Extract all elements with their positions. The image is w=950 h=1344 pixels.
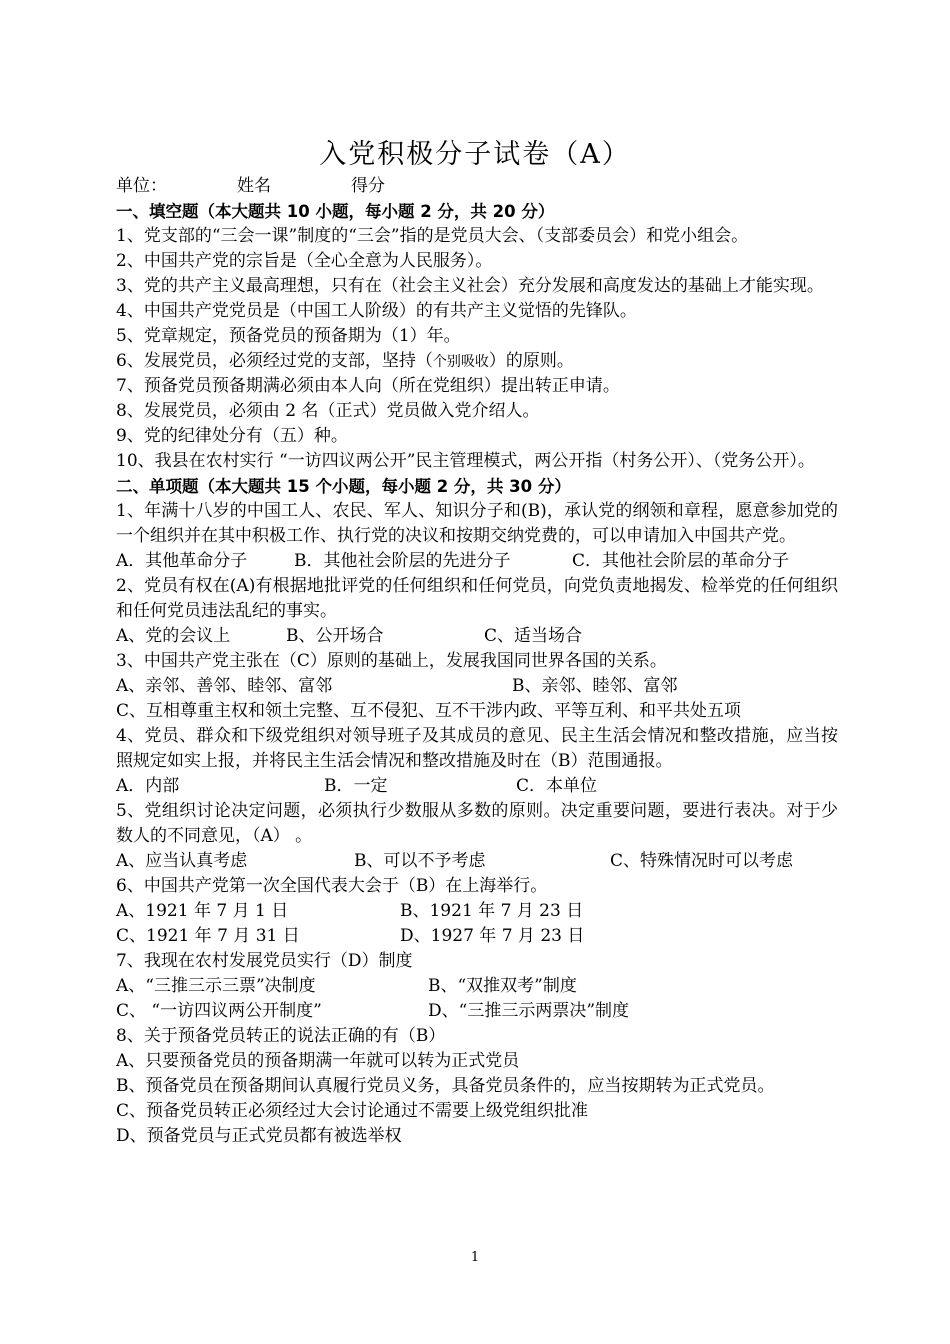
choice-option-8b: B、预备党员在预备期间认真履行党员义务，具备党员条件的，应当按期转为正式党员。: [116, 1076, 775, 1096]
fill-question-5: 5、党章规定，预备党员的预备期为（1）年。: [116, 326, 461, 346]
fill-question-10: 10、我县在农村实行 “一访四议两公开”民主管理模式，两公开指（村务公开）、（党务公开）。: [116, 451, 815, 471]
fill-question-6: 6、发展党员，必须经过党的支部，坚持（个别吸收）的原则。: [116, 351, 574, 371]
choice-question-5: 5、党组织讨论决定问题，必须执行少数服从多数的原则。决定重要问题，要进行表决。对于少数人的不同意见，（A） 。: [116, 801, 838, 846]
option: A、党的会议上: [116, 626, 231, 646]
choice-options-5: [116, 849, 838, 874]
option: A．其他革命分子: [116, 551, 248, 571]
option: A、亲邻、善邻、睦邻、富邻: [116, 676, 333, 696]
choice-options-7a: [116, 974, 838, 999]
choice-option-8a: A、只要预备党员的预备期满一年就可以转为正式党员: [116, 1051, 520, 1071]
exam-content: [116, 174, 838, 1149]
section2-heading: 二、单项题（本大题共 15 个小题，每小题 2 分，共 30 分）: [116, 477, 571, 496]
fill-question-7: 7、预备党员预备期满必须由本人向（所在党组织）提出转正申请。: [116, 376, 620, 396]
choice-options-2: [116, 624, 838, 649]
option: B．一定: [324, 776, 388, 796]
option: A、“三推三示三票”决制度: [116, 976, 316, 996]
choice-question-3: 3、中国共产党主张在（C）原则的基础上，发展我国同世界各国的关系。: [116, 651, 667, 671]
fill-question-2: 2、中国共产党的宗旨是（全心全意为人民服务）。: [116, 251, 493, 271]
choice-options-6b: [116, 924, 838, 949]
choice-question-1: 1、年满十八岁的中国工人、农民、军人、知识分子和(B)，承认党的纲领和章程，愿意参加党的一个组织并在其中积极工作、执行党的决议和按期交纳党费的，可以申请加入中国共产党。: [116, 501, 838, 546]
choice-options-6a: [116, 899, 838, 924]
header-fields: [116, 174, 838, 199]
section1-heading: 一、填空题（本大题共 10 小题，每小题 2 分，共 20 分）: [116, 202, 555, 221]
choice-question-6: 6、中国共产党第一次全国代表大会于（B）在上海举行。: [116, 876, 548, 896]
choice-question-4: 4、党员、群众和下级党组织对领导班子及其成员的意见、民主生活会情况和整改措施，应当按照规定如实上报，并将民主生活会情况和整改措施及时在（B）范围通报。: [116, 726, 838, 771]
option: C、 “一访四议两公开制度”: [116, 1001, 322, 1021]
option: B、公开场合: [286, 626, 384, 646]
choice-option-8d: D、预备党员与正式党员都有被选举权: [116, 1126, 402, 1146]
option: C、适当场合: [484, 626, 583, 646]
option: A、应当认真考虑: [116, 851, 248, 871]
choice-question-2: 2、党员有权在(A)有根据地批评党的任何组织和任何党员，向党负责地揭发、检举党的任何组织和任何党员违法乱纪的事实。: [116, 576, 838, 621]
fill-question-1: 1、党支部的“三会一课”制度的“三会”指的是党员大会、（支部委员会）和党小组会。: [116, 226, 749, 246]
option: B、1921 年 7 月 23 日: [400, 901, 584, 921]
fill-question-4: 4、中国共产党党员是（中国工人阶级）的有共产主义觉悟的先锋队。: [116, 301, 637, 321]
choice-options-7b: [116, 999, 838, 1024]
fill-question-8: 8、发展党员，必须由 2 名（正式）党员做入党介绍人。: [116, 401, 540, 421]
page-number: 1: [470, 1250, 480, 1265]
choice-options-4: [116, 774, 838, 799]
fill-question-3: 3、党的共产主义最高理想，只有在（社会主义社会）充分发展和高度发达的基础上才能实现。: [116, 276, 824, 296]
score-label: 得分: [351, 176, 385, 196]
option: C．其他社会阶层的革命分子: [572, 551, 790, 571]
option: A、1921 年 7 月 1 日: [116, 901, 289, 921]
option: B、可以不予考虑: [354, 851, 486, 871]
option: C．本单位: [516, 776, 598, 796]
fill-answer-6: 个别吸收: [432, 354, 489, 370]
unit-label: 单位：: [116, 176, 167, 196]
choice-question-7: 7、我现在农村发展党员实行（D）制度: [116, 951, 413, 971]
option: B、亲邻、睦邻、富邻: [512, 676, 678, 696]
choice-options-1: [116, 549, 838, 574]
option: D、1927 年 7 月 23 日: [400, 926, 585, 946]
page-title: 入党积极分子试卷（A）: [319, 139, 631, 170]
choice-option-3c: C、互相尊重主权和领土完整、互不侵犯、互不干涉内政、平等互利、和平共处五项: [116, 701, 742, 721]
choice-options-3: [116, 674, 838, 699]
option: B．其他社会阶层的先进分子: [294, 551, 511, 571]
name-label: 姓名: [237, 176, 271, 196]
option: D、“三推三示两票决”制度: [428, 1001, 630, 1021]
fill-question-9: 9、党的纪律处分有（五）种。: [116, 426, 348, 446]
option: C、特殊情况时可以考虑: [610, 851, 794, 871]
choice-question-8: 8、关于预备党员转正的说法正确的有（B）: [116, 1026, 446, 1046]
option: B、“双推双考”制度: [428, 976, 577, 996]
option: A．内部: [116, 776, 180, 796]
choice-option-8c: C、预备党员转正必须经过大会讨论通过不需要上级党组织批准: [116, 1101, 589, 1121]
option: C、1921 年 7 月 31 日: [116, 926, 300, 946]
